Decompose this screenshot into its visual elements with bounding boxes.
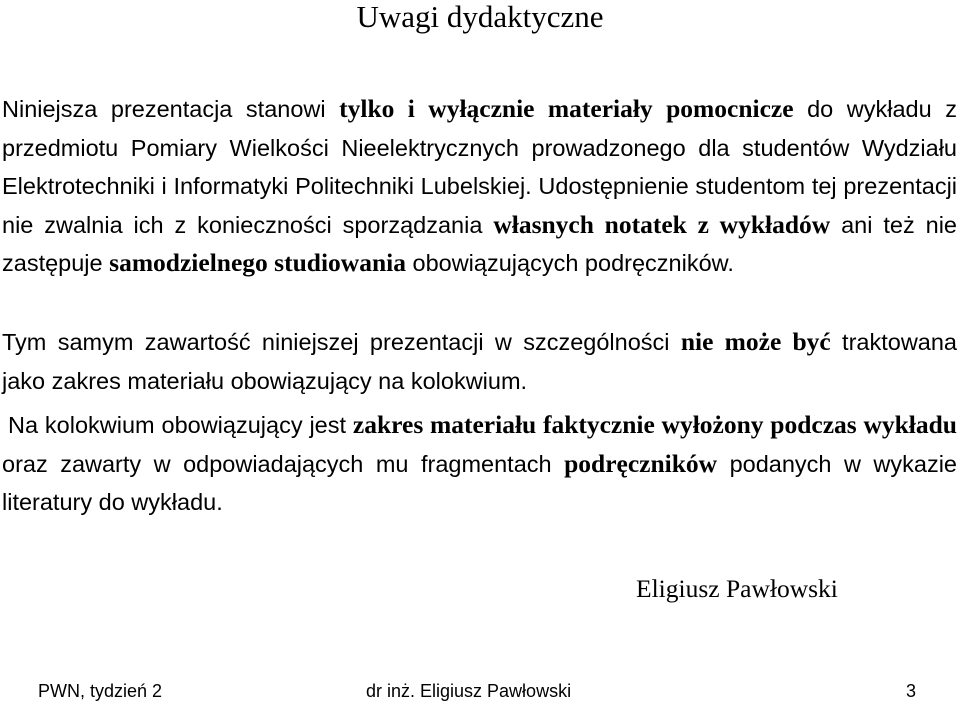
emphasis-text: zakres materiału faktycznie wyłożony podczas wykładu [352, 410, 957, 439]
emphasis-text: samodzielnego studiowania [109, 248, 406, 277]
paragraph-exam [2, 406, 957, 522]
paragraph-text: Niniejsza prezentacja stanowi [2, 96, 340, 122]
paragraph-text: traktowana jako zakres materiału obowiązujący na kolokwium. [2, 329, 957, 394]
emphasis-text: własnych notatek z wykładów [493, 209, 831, 239]
paragraph-text: oraz zawarty w odpowiadających mu fragmentach [2, 450, 565, 477]
emphasis-text: nie może być [680, 327, 831, 356]
paragraph-text: Udostępnienie studentom tej prezentacji nie zwalnia ich z konieczności sporządzania [2, 173, 958, 238]
paragraph-scope [2, 323, 957, 400]
emphasis-text: podręczników [564, 448, 718, 478]
footer-page-number: 3 [906, 681, 917, 701]
paragraph-text: podanych w wykazie literatury do wykładu. [2, 450, 957, 515]
footer-course: PWN, tydzień 2 [38, 681, 163, 701]
paragraph-text: Na kolokwium obowiązujący jest [8, 412, 353, 438]
paragraph-text: ani też nie zastępuje [2, 211, 957, 276]
footer-author: dr inż. Eligiusz Pawłowski [366, 681, 572, 701]
author-signature: Eligiusz Pawłowski [636, 574, 838, 603]
paragraph-text: obowiązujących podręczników. [405, 250, 734, 276]
paragraph-text: Tym samym zawartość niniejszej prezentacji w szczególności [2, 329, 681, 355]
paragraph-disclaimer [2, 90, 957, 283]
emphasis-text: tylko i wyłącznie materiały pomocnicze [339, 94, 794, 123]
paragraph-text: do wykładu z przedmiotu Pomiary Wielkości Nieelektrycznych prowadzonego dla studentów Wydziału Elektrotechniki i Informatyki Politechniki Lubelskiej. [2, 96, 957, 199]
page-title: Uwagi dydaktyczne [356, 0, 604, 34]
